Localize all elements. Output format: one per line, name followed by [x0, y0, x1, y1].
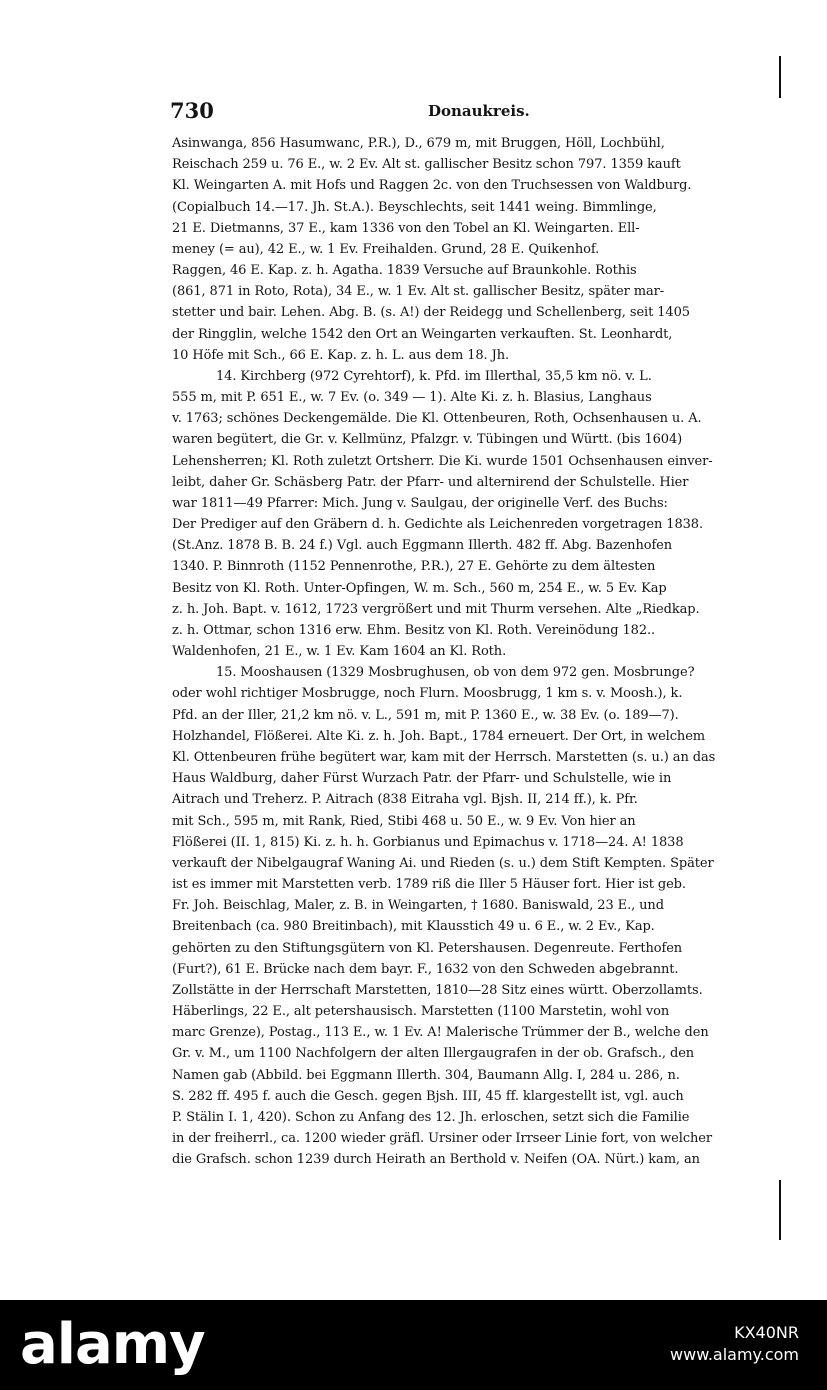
text-line: z. h. Joh. Bapt. v. 1612, 1723 vergrößert und mit Thurm versehen. Alte „Riedkap.	[172, 601, 700, 617]
text-line: Kl. Ottenbeuren frühe begütert war, kam mit der Herrsch. Marstetten (s. u.) an das	[172, 749, 716, 765]
text-line: war 1811—49 Pfarrer: Mich. Jung v. Saulgau, der originelle Verf. des Buchs:	[172, 495, 668, 511]
text-line: waren begütert, die Gr. v. Kellmünz, Pfalzgr. v. Tübingen und Württ. (bis 1604)	[172, 432, 683, 448]
text-line: stetter und bair. Lehen. Abg. B. (s. A!) der Reidegg und Schellenberg, seit 1405	[172, 305, 690, 321]
running-head: Donaukreis.	[428, 102, 530, 120]
text-line: oder wohl richtiger Mosbrugge, noch Flurn. Moosbrugg, 1 km s. v. Moosh.), k.	[172, 686, 683, 702]
text-line: mit Sch., 595 m, mit Rank, Ried, Stibi 468 u. 50 E., w. 9 Ev. Von hier an	[172, 813, 636, 829]
text-line: Der Prediger auf den Gräbern d. h. Gedichte als Leichenreden vorgetragen 1838.	[172, 517, 703, 533]
text-line: die Grafsch. schon 1239 durch Heirath an Berthold v. Neifen (OA. Nürt.) kam, an	[172, 1152, 700, 1168]
margin-rule	[779, 56, 781, 98]
section-15-heading-line: 15. Mooshausen (1329 Mosbrughusen, ob von dem 972 gen. Mosbrunge?	[216, 665, 695, 681]
text-line: in der freiherrl., ca. 1200 wieder gräfl. Ursiner oder Irrseer Linie fort, von welcher	[172, 1131, 712, 1147]
text-line: Zollstätte in der Herrschaft Marstetten, 1810—28 Sitz eines württ. Oberzollamts.	[172, 982, 703, 998]
text-line: Lehensherren; Kl. Roth zuletzt Ortsherr. Die Ki. wurde 1501 Ochsenhausen einver-	[172, 453, 713, 469]
text-line: Besitz von Kl. Roth. Unter-Opfingen, W. m. Sch., 560 m, 254 E., w. 5 Ev. Kap	[172, 580, 667, 596]
text-line: Aitrach und Treherz. P. Aitrach (838 Eitraha vgl. Bjsh. II, 214 ff.), k. Pfr.	[172, 792, 638, 808]
watermark-url: www.alamy.com	[670, 1345, 799, 1364]
text-line: Asinwanga, 856 Hasumwanc, P.R.), D., 679 m, mit Bruggen, Höll, Lochbühl,	[172, 136, 665, 151]
text-line: Reischach 259 u. 76 E., w. 2 Ev. Alt st. gallischer Besitz schon 797. 1359 kauft	[172, 157, 681, 173]
text-line: verkauft der Nibelgaugraf Waning Ai. und Rieden (s. u.) dem Stift Kempten. Später	[172, 855, 714, 871]
section-14-heading-line: 14. Kirchberg (972 Cyrehtorf), k. Pfd. im Illerthal, 35,5 km nö. v. L.	[216, 368, 652, 384]
page-number: 730	[170, 98, 214, 123]
text-line: (Copialbuch 14.—17. Jh. St.A.). Beyschlechts, seit 1441 weing. Bimmlinge,	[172, 199, 657, 215]
text-line: Häberlings, 22 E., alt petershausisch. Marstetten (1100 Marstetin, wohl von	[172, 1004, 670, 1020]
text-line: Holzhandel, Flößerei. Alte Ki. z. h. Joh. Bapt., 1784 erneuert. Der Ort, in welchem	[172, 728, 706, 744]
image-id: KX40NR	[734, 1323, 799, 1342]
body-text	[172, 133, 784, 1170]
text-line: Namen gab (Abbild. bei Eggmann Illerth. 304, Baumann Allg. I, 284 u. 286, n.	[172, 1067, 680, 1083]
text-line: (St.Anz. 1878 B. B. 24 f.) Vgl. auch Eggmann Illerth. 482 ff. Abg. Bazenhofen	[172, 538, 673, 554]
text-line: S. 282 ff. 495 f. auch die Gesch. gegen Bjsh. III, 45 ff. klargestellt ist, vgl. auch	[172, 1088, 684, 1104]
text-line: Waldenhofen, 21 E., w. 1 Ev. Kam 1604 an Kl. Roth.	[172, 644, 507, 660]
text-line: 21 E. Dietmanns, 37 E., kam 1336 von den Tobel an Kl. Weingarten. Ell-	[172, 220, 640, 236]
text-line: Haus Waldburg, daher Fürst Wurzach Patr. der Pfarr- und Schulstelle, wie in	[172, 771, 672, 787]
text-line: P. Stälin I. 1, 420). Schon zu Anfang des 12. Jh. erloschen, setzt sich die Familie	[172, 1109, 690, 1125]
text-line: 10 Höfe mit Sch., 66 E. Kap. z. h. L. aus dem 18. Jh.	[172, 347, 510, 363]
text-line: 1340. P. Binnroth (1152 Pennenrothe, P.R.), 27 E. Gehörte zu dem ältesten	[172, 559, 656, 575]
text-line: Breitenbach (ca. 980 Breitinbach), mit Klausstich 49 u. 6 E., w. 2 Ev., Kap.	[172, 919, 655, 935]
text-line: (861, 871 in Roto, Rota), 34 E., w. 1 Ev. Alt st. gallischer Besitz, später mar-	[172, 284, 665, 300]
page-header	[170, 98, 780, 126]
text-line: der Ringglin, welche 1542 den Ort an Weingarten verkauften. St. Leonhardt,	[172, 326, 673, 342]
text-line: ist es immer mit Marstetten verb. 1789 riß die Iller 5 Häuser fort. Hier ist geb.	[172, 877, 686, 893]
watermark-info	[670, 1322, 799, 1366]
text-line: meney (= au), 42 E., w. 1 Ev. Freihalden. Grund, 28 E. Quikenhof.	[172, 241, 600, 257]
text-line: Pfd. an der Iller, 21,2 km nö. v. L., 591 m, mit P. 1360 E., w. 38 Ev. (o. 189—7).	[172, 707, 679, 723]
text-line: Fr. Joh. Beischlag, Maler, z. B. in Weingarten, † 1680. Baniswald, 23 E., und	[172, 898, 664, 914]
text-line: Flößerei (II. 1, 815) Ki. z. h. h. Gorbianus und Epimachus v. 1718—24. A! 1838	[172, 834, 684, 850]
text-line: z. h. Ottmar, schon 1316 erw. Ehm. Besitz von Kl. Roth. Vereinödung 182..	[172, 622, 656, 638]
text-line: gehörten zu den Stiftungsgütern von Kl. Petershausen. Degenreute. Ferthofen	[172, 940, 683, 956]
text-line: 555 m, mit P. 651 E., w. 7 Ev. (o. 349 — 1). Alte Ki. z. h. Blasius, Langhaus	[172, 390, 652, 406]
text-line: marc Grenze), Postag., 113 E., w. 1 Ev. A! Malerische Trümmer der B., welche den	[172, 1025, 709, 1041]
text-line: Raggen, 46 E. Kap. z. h. Agatha. 1839 Versuche auf Braunkohle. Rothis	[172, 263, 637, 279]
text-line: v. 1763; schönes Deckengemälde. Die Kl. Ottenbeuren, Roth, Ochsenhausen u. A.	[172, 411, 702, 427]
text-line: Kl. Weingarten A. mit Hofs und Raggen 2c. von den Truchsessen von Waldburg.	[172, 178, 692, 194]
margin-rule-lower	[779, 1180, 781, 1240]
text-line: (Furt?), 61 E. Brücke nach dem bayr. F., 1632 von den Schweden abgebrannt.	[172, 961, 679, 977]
alamy-logo: alamy	[20, 1312, 205, 1377]
text-line: leibt, daher Gr. Schäsberg Patr. der Pfarr- und alternirend der Schulstelle. Hier	[172, 474, 689, 490]
text-line: Gr. v. M., um 1100 Nachfolgern der alten Illergaugrafen in der ob. Grafsch., den	[172, 1046, 695, 1062]
